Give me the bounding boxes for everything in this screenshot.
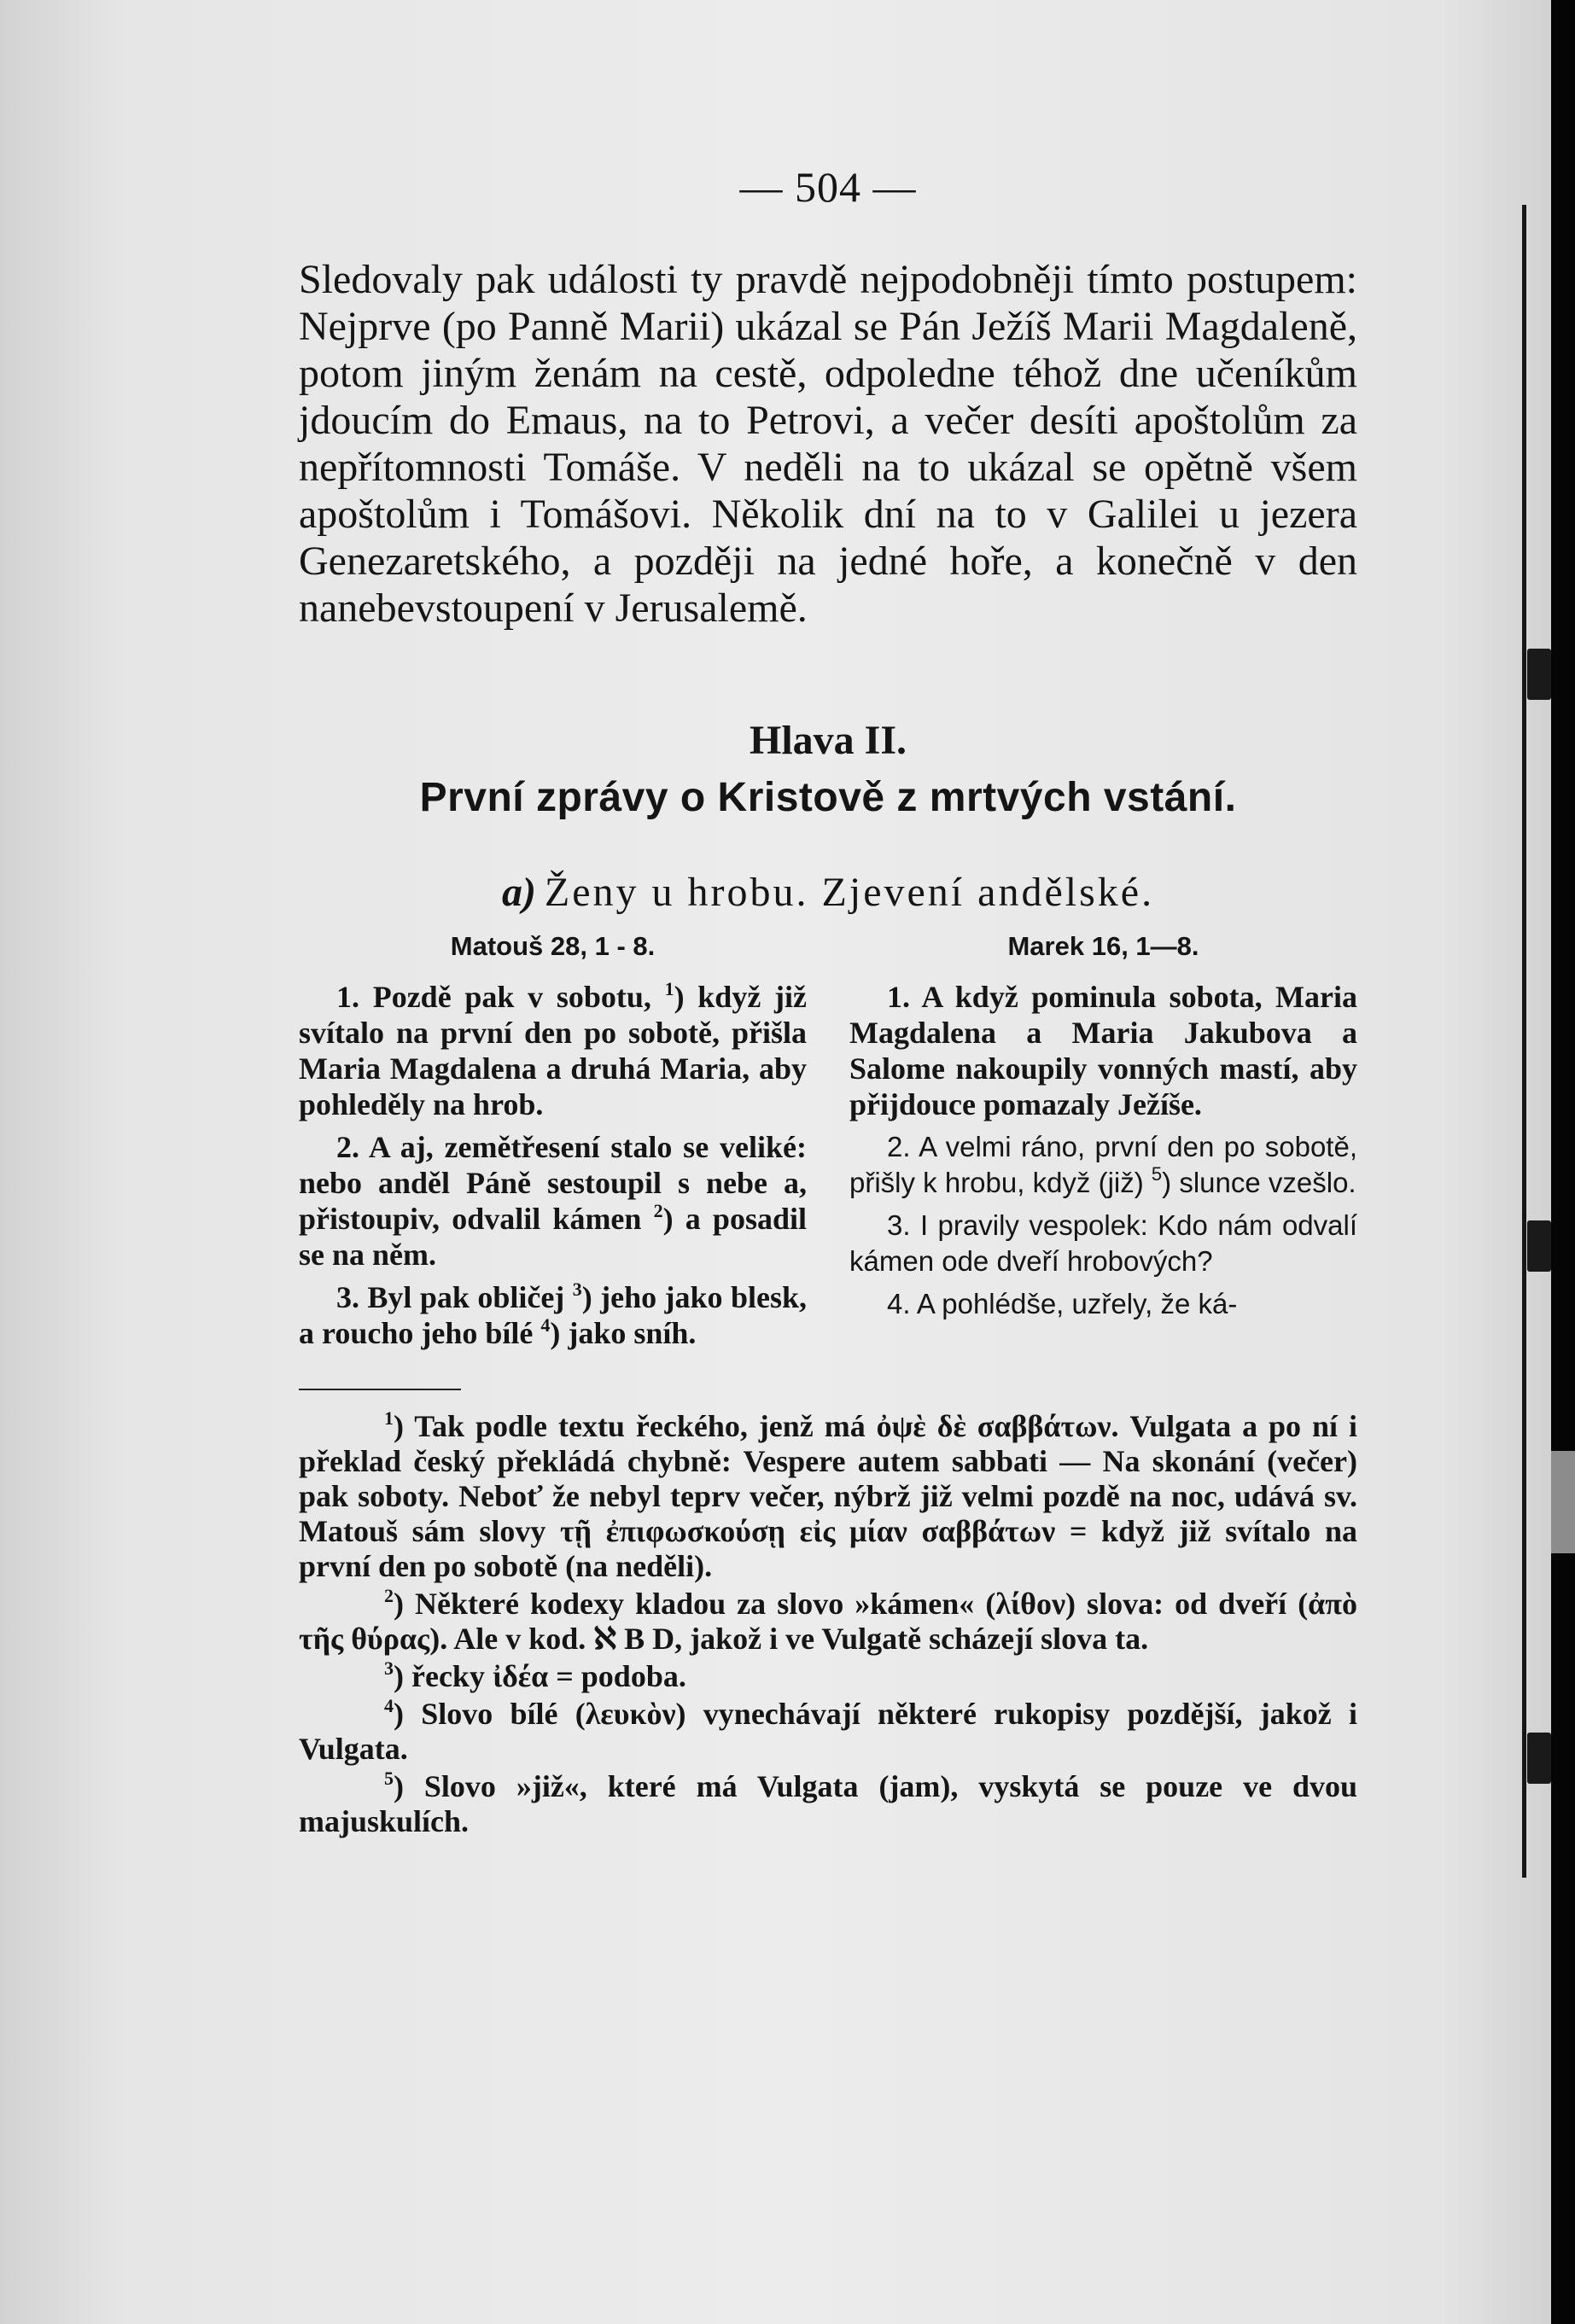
footnote-mark: 5: [384, 1768, 394, 1789]
verse-text: A pohlédše, uzřely, že ká-: [910, 1288, 1238, 1319]
verse: [849, 1208, 1357, 1279]
verse-number: 1.: [887, 980, 910, 1014]
section-letter: a): [501, 870, 536, 915]
verse-text: ) jako sníh.: [550, 1316, 697, 1350]
footnote: [299, 1409, 1357, 1584]
footnotes: [299, 1409, 1357, 1839]
page-content: [299, 162, 1357, 2151]
verse-text: A když pominula sobota, Maria Magdalena a Maria Jakubova a Salome nakoupily vonných mastí, aby přijdouce pomazaly Ježíše.: [849, 980, 1357, 1121]
verse-number: 3.: [887, 1209, 911, 1241]
verse: [849, 979, 1357, 1122]
footnote: [299, 1769, 1357, 1839]
section-title: [299, 869, 1357, 916]
footnote-text: ) Slovo bílé (λευκὸν) vynechávají některé rukopisy pozdější, jakož i Vulgata.: [299, 1697, 1357, 1766]
footnote-mark: 2: [384, 1585, 394, 1606]
verse-number: 2.: [336, 1130, 359, 1164]
verse-number: 1.: [336, 980, 359, 1014]
edge-tab-mark: [1527, 1733, 1551, 1784]
footnote-text: ) Slovo »již«, které má Vulgata (jam), vyskytá se pouze ve dvou majuskulích.: [299, 1769, 1357, 1838]
footnote-ref: 1: [664, 978, 674, 999]
footnote-mark: 3: [384, 1657, 394, 1679]
verse-text: ) když již svítalo na první den po sobotě, přišla Maria Magdalena a druhá Maria, aby pohleděly na hrob.: [299, 980, 807, 1121]
footnote: [299, 1659, 1357, 1694]
verse: [299, 1279, 807, 1351]
verse-text: ) slunce vzešlo.: [1162, 1167, 1356, 1198]
verse: [299, 979, 807, 1122]
footnote-divider: [299, 1389, 461, 1390]
footnote-text: ) Některé kodexy kladou za slovo »kámen« (λίθον) slova: od dveří (ἀπὸ τῆς θύρας). Ale v kod. ℵ B D, jakož i ve Vulgatě scházejí slova ta.: [299, 1587, 1357, 1656]
page-number: — 504 —: [739, 163, 917, 211]
verse-number: 3.: [336, 1280, 359, 1314]
gospel-columns: [299, 931, 1357, 1358]
column-mark: [849, 931, 1357, 1358]
column-matthew: [299, 931, 807, 1358]
footnote-text: ) řecky ἰδέα = podoba.: [394, 1659, 686, 1693]
verse-number: 2.: [887, 1131, 911, 1162]
verse: [299, 1129, 807, 1273]
scan-edge: [1551, 0, 1575, 2324]
verse-text: A aj, zemětřesení stalo se veliké: nebo anděl Páně sestoupil s nebe a, přistoupiv, odvalil kámen: [299, 1130, 807, 1236]
footnote-ref: 2: [653, 1200, 663, 1221]
verse-text: A velmi ráno, první den po sobotě, přišly k hrobu, když (již): [849, 1131, 1357, 1198]
footnote-ref: 5: [1151, 1163, 1163, 1185]
footnote: [299, 1587, 1357, 1657]
verse: [849, 1286, 1357, 1322]
verse-text: Pozdě pak v sobotu,: [359, 980, 665, 1014]
footnote-mark: 1: [384, 1407, 394, 1429]
column-heading-mark: Marek 16, 1—8.: [1007, 931, 1199, 961]
verse-text: I pravily vespolek: Kdo nám odvalí kámen ode dveří hrobových?: [849, 1209, 1357, 1277]
verse-text: Byl pak obličej: [359, 1280, 573, 1314]
footnote-ref: 3: [572, 1278, 582, 1300]
verse-text: ) jeho jako blesk, a roucho jeho bílé: [299, 1280, 807, 1350]
intro-paragraph: Sledovaly pak události ty pravdě nejpodobněji tímto postupem: Nejprve (po Panně Marii) ukázal se Pán Ježíš Marii Magdaleně, potom jiným ženám na cestě, odpoledne téhož dne učeníkům jdoucím do Emaus, na to Petrovi, a večer desíti apoštolům za nepřítomnosti Tomáše. V neděli na to ukázal se opětně všem apoštolům i Tomášovi. Několik dní na to v Galilei u jezera Genezaretského, a později na jedné hoře, a konečně v den nanebevstoupení v Jerusalemě.: [299, 257, 1357, 631]
footnote-ref: 4: [540, 1314, 551, 1336]
column-heading-matthew: Matouš 28, 1 - 8.: [450, 931, 656, 961]
chapter-title: Hlava II.: [749, 718, 907, 763]
verse-text: ) a posadil se na něm.: [299, 1202, 807, 1272]
edge-tab-mark: [1527, 1220, 1551, 1272]
footnote-text: ) Tak podle textu řeckého, jenž má ὀψὲ δὲ σαββάτων. Vulgata a po ní i překlad český překládá chybně: Vespere autem sabbati — Na skonání (večer) pak soboty. Neboť že nebyl teprv večer, nýbrž již velmi pozdě na noc, udává sv. Matouš sám slovy τῇ ἐπιφωσκούσῃ εἰς μίαν σαββάτων = když již svítalo na první den po sobotě (na neděli).: [299, 1409, 1357, 1583]
section-title-text: Ženy u hrobu. Zjevení andělské.: [544, 870, 1155, 915]
verse: [849, 1129, 1357, 1201]
footnote: [299, 1697, 1357, 1767]
edge-tab-mark: [1527, 649, 1551, 700]
scan-edge-gap: [1551, 1451, 1575, 1553]
verse-number: 4.: [887, 1288, 911, 1319]
chapter-subtitle: První zprávy o Kristově z mrtvých vstání.: [419, 775, 1237, 820]
page-edge-rule: [1522, 205, 1526, 1878]
footnote-mark: 4: [384, 1695, 394, 1716]
